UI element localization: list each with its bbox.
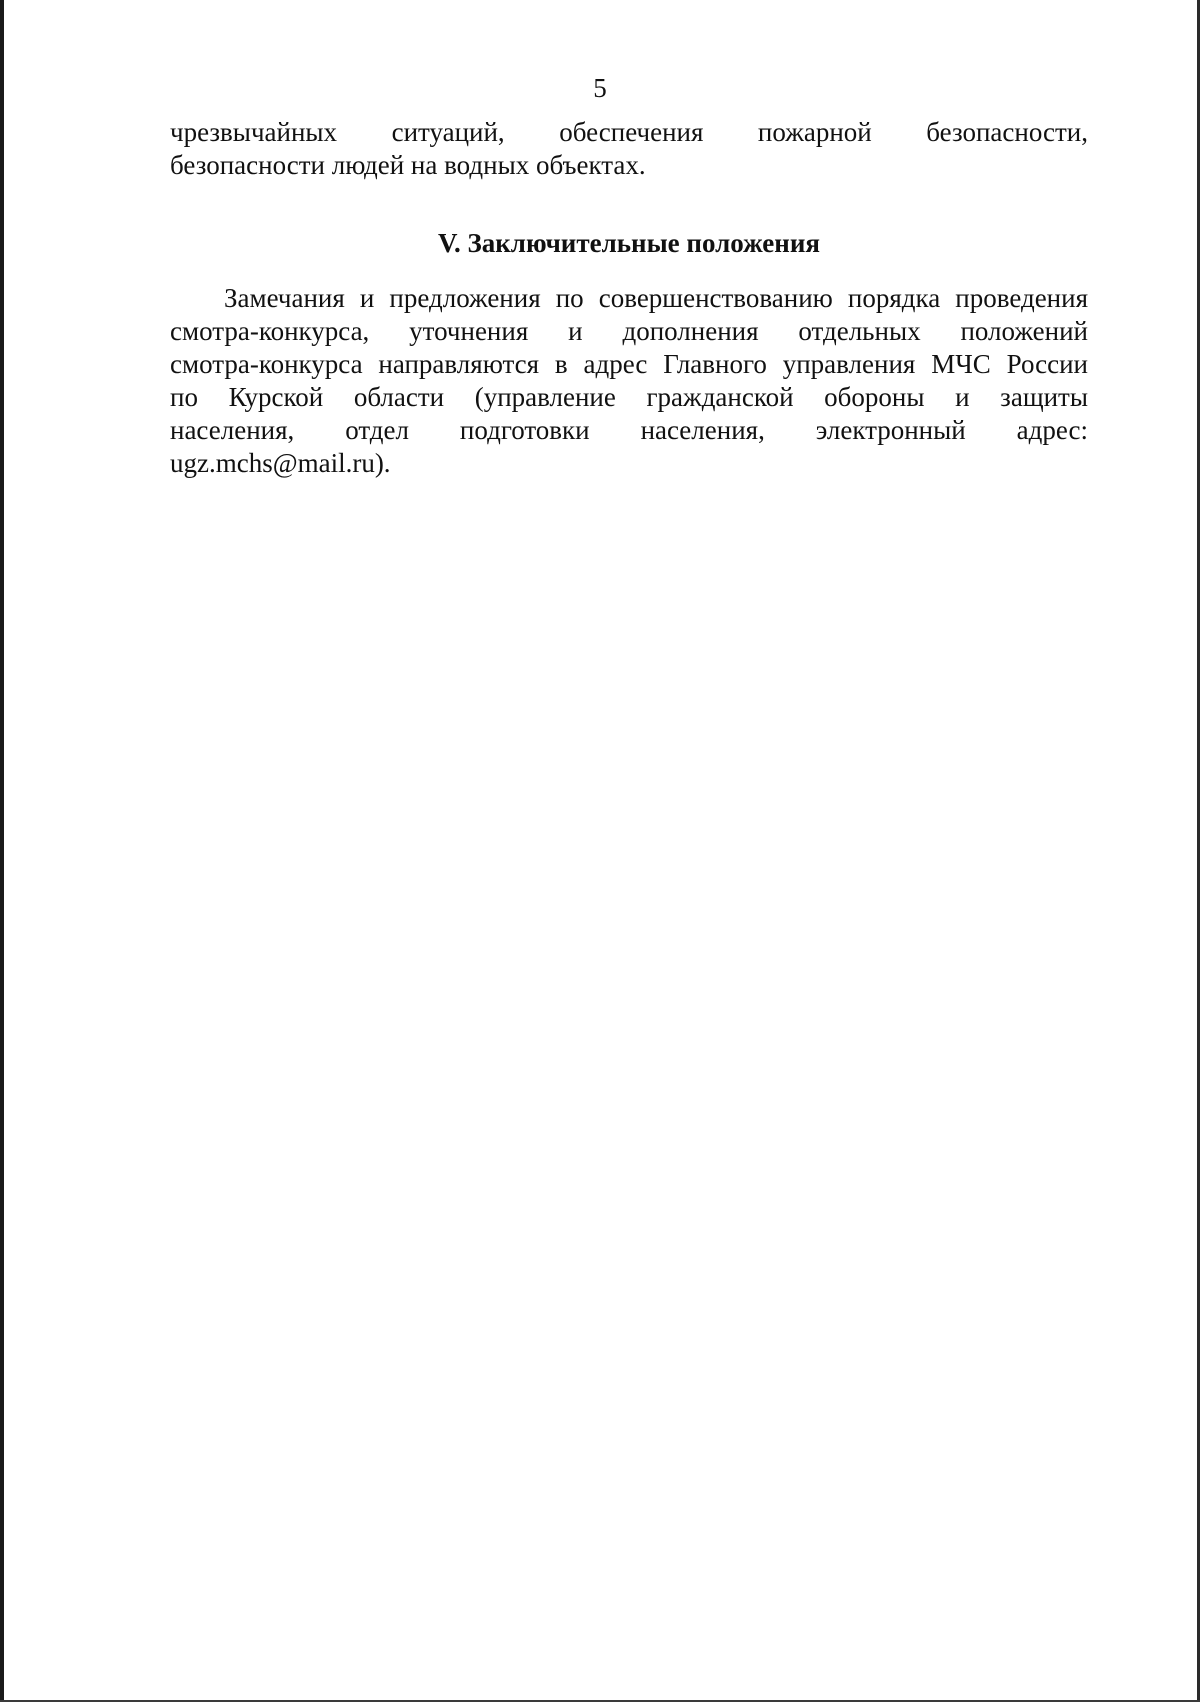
paragraph-line-3: смотра-конкурса направляются в адрес Главного управления МЧС России	[170, 349, 1088, 379]
scan-border-left	[0, 0, 4, 1702]
section-heading: V. Заключительные положения	[437, 228, 820, 258]
intro-line-2: безопасности людей на водных объектах.	[170, 150, 646, 180]
email-address: ugz.mchs@mail.ru).	[170, 448, 391, 478]
paragraph-line-2: смотра-конкурса, уточнения и дополнения отдельных положений	[170, 316, 1088, 346]
final-provisions-paragraph	[170, 282, 1088, 480]
paragraph-line-1: Замечания и предложения по совершенствованию порядка проведения	[224, 283, 1088, 313]
page-number: 5	[593, 73, 607, 103]
document-body	[170, 116, 1088, 480]
intro-line-1: чрезвычайных ситуаций, обеспечения пожарной безопасности,	[170, 117, 1088, 147]
paragraph-line-5: населения, отдел подготовки населения, электронный адрес:	[170, 415, 1088, 445]
intro-paragraph	[170, 116, 1088, 182]
paragraph-line-4: по Курской области (управление гражданской обороны и защиты	[170, 382, 1088, 412]
